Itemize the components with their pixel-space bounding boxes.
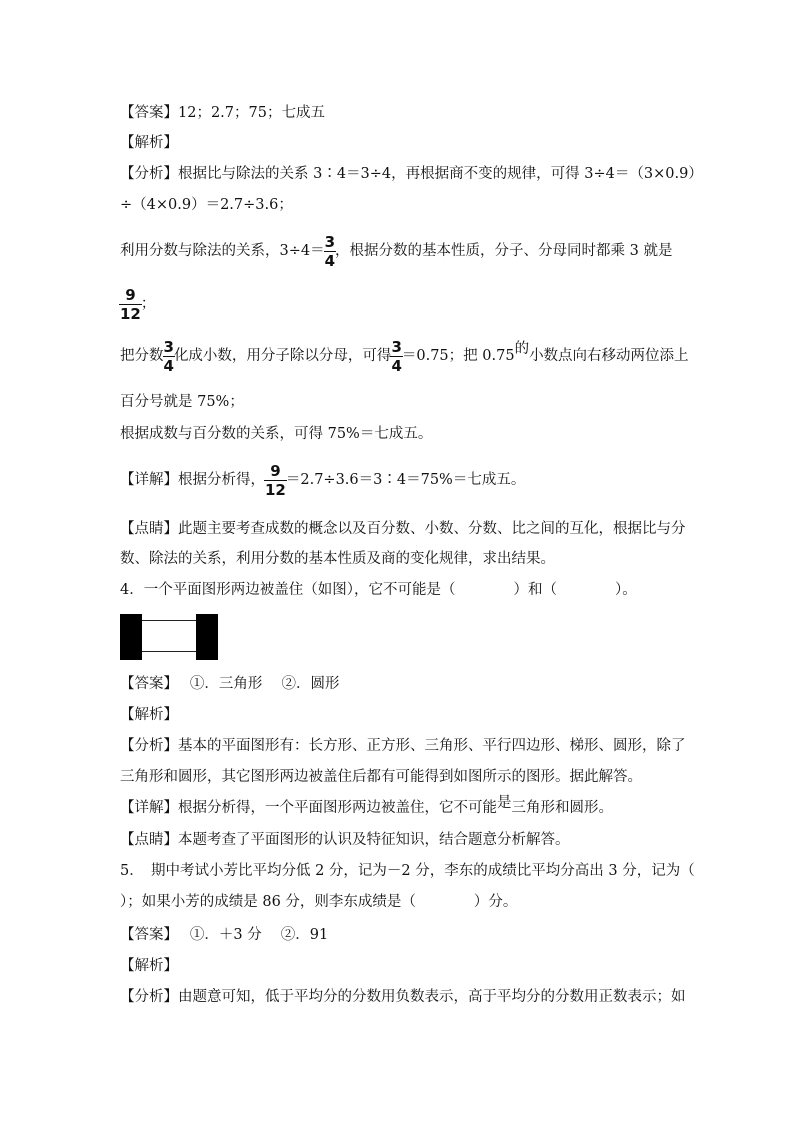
analysis-line-3 [120, 232, 673, 270]
remark-line: 【点睛】本题考查了平面图形的认识及特征知识，结合题意分析解答。 [120, 832, 570, 848]
text-segment: 利用分数与除法的关系，3÷4＝ [120, 243, 325, 259]
analysis-line-1: 【分析】根据比与除法的关系 3∶4＝3÷4，再根据商不变的规律，可得 3÷4＝（3×0.9） [120, 166, 703, 182]
left-cover-block [120, 614, 142, 660]
fraction-three-quarters [325, 233, 335, 270]
fraction-denominator: 4 [391, 356, 402, 375]
fraction-denominator: 4 [324, 251, 336, 270]
fraction-numerator: 3 [324, 232, 336, 251]
text-segment: ＝0.75；把 0.75 [401, 348, 515, 364]
text-segment: 【详解】根据分析得， [120, 472, 265, 488]
analysis-line-2: 三角形和圆形，其它图形两边被盖住后都有可能得到如图所示的图形。据此解答。 [120, 769, 642, 785]
analysis-line-6: 百分号就是 75%； [120, 394, 244, 410]
analysis-heading: 【解析】 [120, 707, 178, 723]
fraction-three-quarters [164, 338, 174, 375]
answer-line: 【答案】12；2.7；75；七成五 [120, 105, 325, 121]
analysis-heading: 【解析】 [120, 958, 178, 974]
text-segment: 小数点向右移动两位添上 [529, 348, 689, 364]
text-segment: 【详解】根据分析得，一个平面图形两边被盖住，它不可能 [120, 800, 497, 816]
answer-line: 【答案】 ①．三角形 ②．圆形 [120, 676, 340, 692]
question-5-line-2: ）；如果小芳的成绩是 86 分，则李东成绩是（ ）分。 [120, 894, 518, 910]
remark-line-2: 数、除法的关系，利用分数的基本性质及商的变化规律，求出结果。 [120, 551, 555, 567]
fraction-numerator: 3 [391, 337, 402, 356]
fraction-numerator: 3 [163, 337, 174, 356]
top-edge-line [142, 620, 196, 621]
analysis-line-7: 根据成数与百分数的关系，可得 75%＝七成五。 [120, 426, 433, 442]
analysis-line-1: 【分析】基本的平面图形有：长方形、正方形、三角形、平行四边形、梯形、圆形，除了 [120, 738, 686, 754]
answer-line: 【答案】 ①．＋3 分 ②．91 [120, 927, 329, 943]
fraction-denominator: 12 [120, 304, 141, 323]
text-segment: 把分数 [120, 348, 164, 364]
question-5-line-1: 5． 期中考试小芳比平均分低 2 分，记为－2 分，李东的成绩比平均分高出 3 分，记为（ [120, 863, 695, 879]
analysis-heading: 【解析】 [120, 135, 178, 151]
fraction-denominator: 12 [265, 480, 286, 499]
fraction-numerator: 9 [270, 461, 281, 480]
analysis-line-5 [120, 337, 689, 375]
fraction-denominator: 4 [163, 356, 174, 375]
text-segment: 是 [497, 795, 512, 811]
remark-line-1: 【点睛】此题主要考查成数的概念以及百分数、小数、分数、比之间的互化，根据比与分 [120, 521, 686, 537]
analysis-line-1: 【分析】由题意可知，低于平均分的分数用负数表示，高于平均分的分数用正数表示；如 [120, 989, 686, 1005]
fraction-nine-twelfths [265, 462, 286, 499]
detail-line [120, 461, 525, 499]
text-segment: ＝2.7÷3.6＝3∶4＝75%＝七成五。 [285, 472, 526, 488]
fraction-nine-twelfths [120, 286, 141, 323]
text-segment: 化成小数，用分子除以分母，可得 [173, 348, 392, 364]
text-segment: ； [140, 296, 156, 312]
analysis-line-4 [120, 285, 155, 323]
fraction-three-quarters [391, 338, 401, 375]
text-segment: 的 [514, 341, 530, 357]
fraction-numerator: 9 [125, 285, 136, 304]
text-segment: 三角形和圆形。 [511, 800, 613, 816]
detail-line [120, 795, 613, 818]
analysis-line-2: ÷（4×0.9）＝2.7÷3.6； [120, 197, 293, 213]
right-cover-block [196, 614, 218, 660]
text-segment: ，根据分数的基本性质，分子、分母同时都乘 3 就是 [335, 243, 673, 259]
covered-shape-figure [120, 614, 218, 660]
question-4: 4．一个平面图形两边被盖住（如图），它不可能是（ ）和（ ）。 [120, 582, 637, 598]
bottom-edge-line [142, 651, 196, 652]
